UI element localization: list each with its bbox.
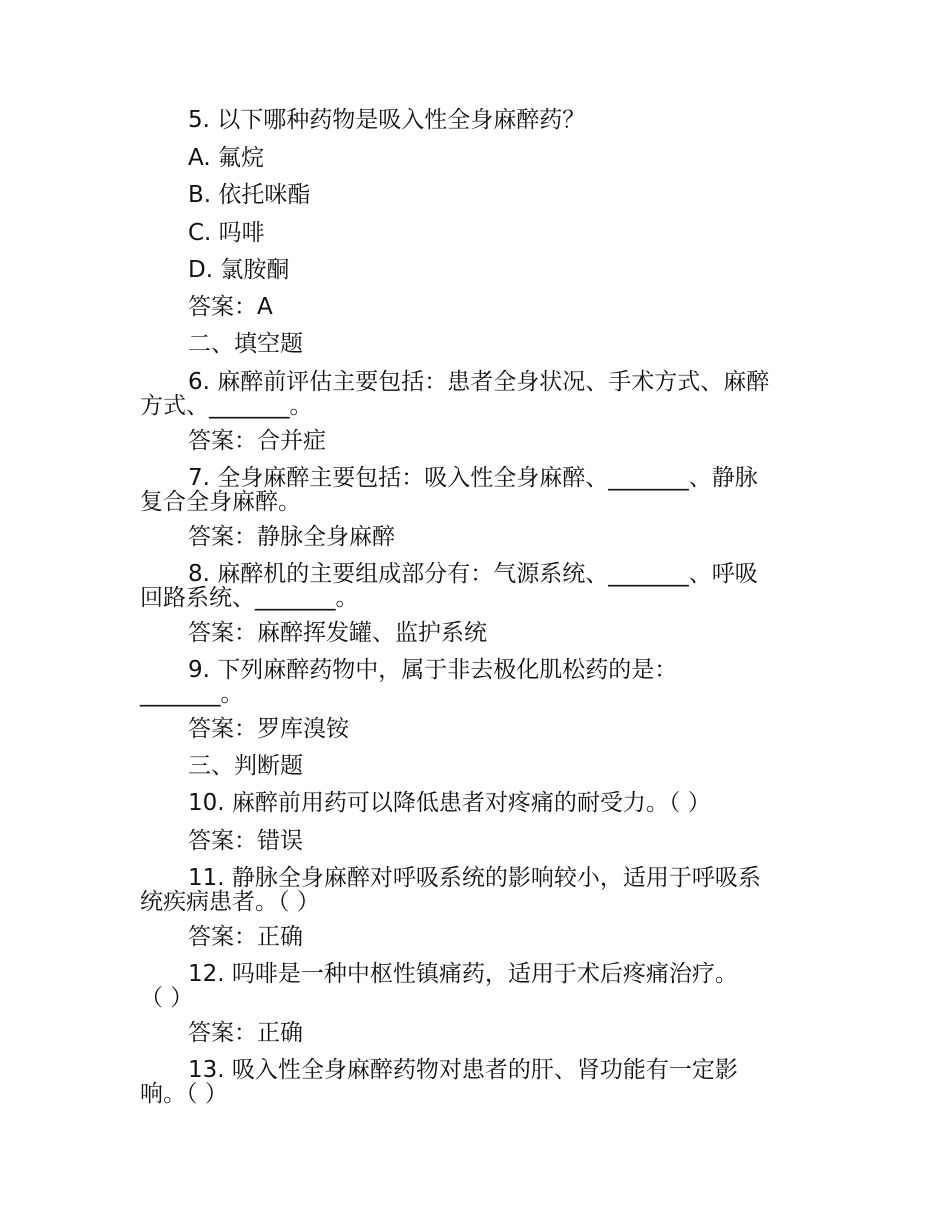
question-6-line-2: 方式、_______。 xyxy=(140,393,313,419)
question-6-line-1: 6. 麻醉前评估主要包括：患者全身状况、手术方式、麻醉 xyxy=(188,369,770,395)
question-7-line-2: 复合全身麻醉。 xyxy=(140,489,301,515)
option-c: C. 吗啡 xyxy=(188,220,265,246)
question-13-line-1: 13. 吸入性全身麻醉药物对患者的肝、肾功能有一定影 xyxy=(188,1057,738,1083)
question-7-line-1: 7. 全身麻醉主要包括：吸入性全身麻醉、_______、静脉 xyxy=(188,465,758,491)
question-13-line-2: 响。（ ） xyxy=(140,1081,228,1107)
section-heading-fill-in: 二、填空题 xyxy=(188,331,303,357)
question-9-line-1: 9. 下列麻醉药物中，属于非去极化肌松药的是： xyxy=(188,657,678,683)
question-8-line-2: 回路系统、_______。 xyxy=(140,585,359,611)
answer-9: 答案：罗库溴铵 xyxy=(188,716,349,742)
answer-8: 答案：麻醉挥发罐、监护系统 xyxy=(188,620,487,646)
option-d: D. 氯胺酮 xyxy=(188,257,290,283)
section-heading-true-false: 三、判断题 xyxy=(188,753,303,779)
answer-10: 答案：错误 xyxy=(188,828,303,854)
question-9-line-2: _______。 xyxy=(140,681,244,707)
question-5: 5. 以下哪种药物是吸入性全身麻醉药？ xyxy=(188,107,586,133)
question-8-line-1: 8. 麻醉机的主要组成部分有：气源系统、_______、呼吸 xyxy=(188,561,758,587)
answer-11: 答案：正确 xyxy=(188,924,303,950)
question-11-line-1: 11. 静脉全身麻醉对呼吸系统的影响较小，适用于呼吸系 xyxy=(188,865,761,891)
question-12-line-1: 12. 吗啡是一种中枢性镇痛药，适用于术后疼痛治疗。 xyxy=(188,961,738,987)
option-a: A. 氟烷 xyxy=(188,145,264,171)
question-10: 10. 麻醉前用药可以降低患者对疼痛的耐受力。（ ） xyxy=(188,790,711,816)
answer-12: 答案：正确 xyxy=(188,1020,303,1046)
answer-7: 答案：静脉全身麻醉 xyxy=(188,524,395,550)
option-b: B. 依托咪酯 xyxy=(188,182,311,208)
answer-6: 答案：合并症 xyxy=(188,428,326,454)
question-12-line-2: （ ） xyxy=(140,985,194,1011)
answer-5: 答案：A xyxy=(188,294,273,320)
question-11-line-2: 统疾病患者。（ ） xyxy=(140,889,320,915)
